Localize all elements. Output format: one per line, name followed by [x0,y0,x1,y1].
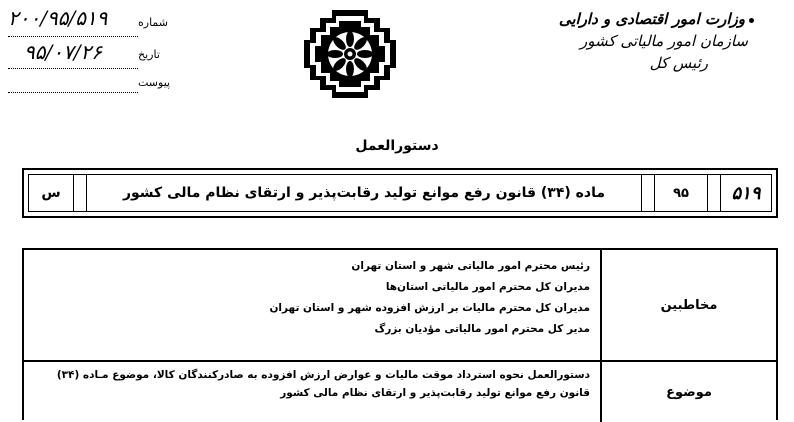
reference-number-dotline [8,36,138,37]
addressee-item: رئیس محترم امور مالیاتی شهر و استان تهران [351,260,590,272]
tax-organization-emblem [302,8,398,100]
document-title: دستورالعمل [355,138,439,154]
attachment-label: پیوست [138,76,171,89]
addressees-row [24,250,776,362]
instruction-header-row [28,174,772,212]
topic-line: قانون رفع موانع تولید رقابت‌پذیر و ارتقای نظام مالی کشور [280,387,590,399]
reference-date: ۹۵/۰۷/۲۶ [24,40,102,64]
instruction-type: س [41,185,61,201]
addressee-item: مدیر کل محترم امور مالیاتی مؤدیان بزرگ [374,323,590,335]
organization-name: سازمان امور مالیاتی کشور [580,32,748,50]
addressees-list [24,250,600,360]
reference-date-dotline [8,68,138,69]
addressee-item: مدیران کل محترم امور مالیاتی استان‌ها [385,281,590,293]
ministry-heading [544,10,754,72]
office-title: رئیس کل [649,54,708,72]
topic-label: موضوع [600,362,776,422]
reference-block [8,6,178,96]
instruction-header-box [22,168,778,218]
header-divider [73,175,86,211]
emblem-icon [302,8,398,100]
reference-number-label: شماره [138,16,169,29]
topic-row [24,362,776,422]
instruction-code: ۵۱۹ [720,175,771,211]
topic-text [24,362,600,422]
addressees-label: مخاطبین [600,250,776,360]
instruction-subject: ماده (۳۴) قانون رفع موانع تولید رقابت‌پذیر و ارتقای نظام مالی کشور [86,175,641,211]
topic-line: دستورالعمل نحوه استرداد موقت مالیات و عوارض ارزش افزوده به صادرکنندگان کالا، موضوع مـاده (۳۴) [56,369,590,381]
instruction-info-table [22,248,778,420]
bullet-icon [749,18,754,23]
header-divider [641,175,654,211]
reference-number: ۲۰۰/۹۵/۵۱۹ [8,6,108,30]
reference-date-label: تاریخ [138,48,160,61]
attachment-dotline [8,92,138,93]
instruction-year: ۹۵ [654,175,707,211]
addressee-item: مدیران کل محترم مالیات بر ارزش افزوده شهر و استان تهران [269,302,590,314]
header-divider [707,175,720,211]
ministry-name: وزارت امور اقتصادی و دارایی [544,10,754,28]
